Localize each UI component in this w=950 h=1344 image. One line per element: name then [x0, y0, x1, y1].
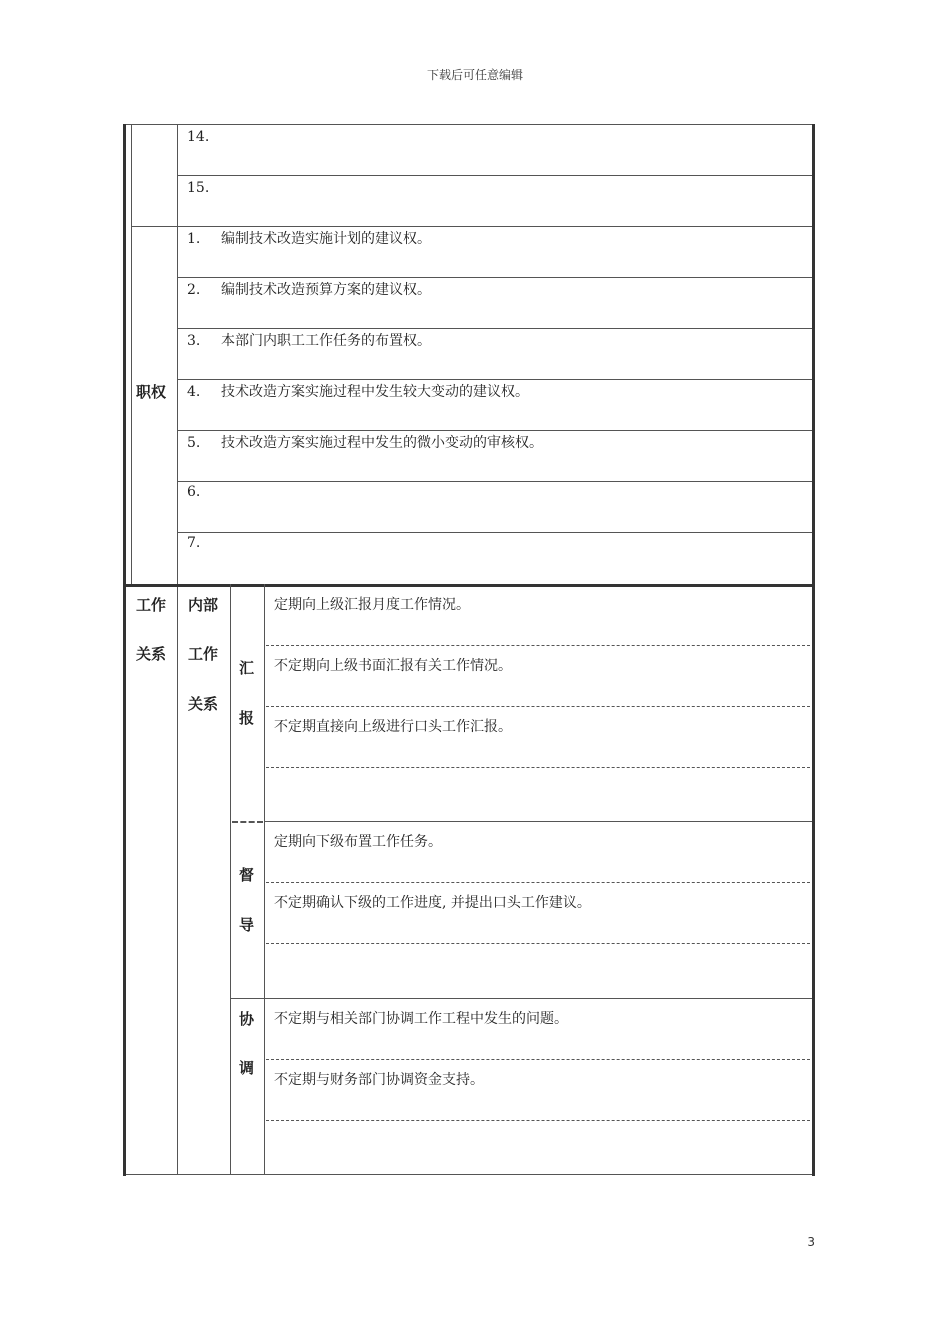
report-item: 不定期向上级书面汇报有关工作情况。: [274, 658, 512, 674]
authority-item: 7.: [187, 535, 201, 551]
table-left-border: [123, 124, 126, 1176]
dashed-row-divider: [266, 706, 810, 707]
authority-item: 2. 编制技术改造预算方案的建议权。: [187, 282, 431, 298]
dashed-row-divider: [266, 645, 810, 646]
coordinate-item: 不定期与财务部门协调资金支持。: [274, 1072, 484, 1088]
internal-relations-label-2: 工作: [188, 645, 219, 663]
dashed-row-divider: [266, 882, 810, 883]
row-divider: [177, 430, 812, 431]
section-thick-divider: [126, 584, 812, 587]
dashed-row-divider: [266, 767, 810, 768]
page-number: 3: [807, 1235, 815, 1249]
authority-label: 职权: [136, 383, 167, 401]
dashed-row-divider: [266, 1059, 810, 1060]
category-dashed-divider: [232, 821, 263, 823]
row-divider: [177, 277, 812, 278]
dashed-row-divider: [266, 943, 810, 944]
label-column-divider: [177, 124, 178, 1174]
supervise-char-1: 督: [239, 866, 255, 884]
authority-item: 5. 技术改造方案实施过程中发生的微小变动的审核权。: [187, 435, 543, 451]
supervise-item: 不定期确认下级的工作进度, 并提出口头工作建议。: [274, 895, 591, 911]
row-divider: [177, 481, 812, 482]
coordinate-char-1: 协: [239, 1010, 255, 1028]
content-column-divider: [264, 584, 265, 1174]
dashed-row-divider: [266, 1120, 810, 1121]
internal-relations-label-3: 关系: [188, 695, 219, 713]
category-column-divider: [230, 584, 231, 1174]
work-relations-label-1: 工作: [136, 596, 167, 614]
row-divider: [177, 379, 812, 380]
table-right-border: [812, 124, 815, 1176]
section-divider: [131, 226, 812, 227]
left-top-cap: [131, 124, 177, 125]
authority-item: 4. 技术改造方案实施过程中发生较大变动的建议权。: [187, 384, 529, 400]
continued-row-15: 15.: [187, 180, 210, 196]
row-divider: [177, 175, 812, 176]
subsection-divider: [230, 998, 812, 999]
authority-item: 1. 编制技术改造实施计划的建议权。: [187, 231, 431, 247]
report-item: 定期向上级汇报月度工作情况。: [274, 597, 470, 613]
supervise-item: 定期向下级布置工作任务。: [274, 834, 442, 850]
report-item: 不定期直接向上级进行口头工作汇报。: [274, 719, 512, 735]
authority-item: 6.: [187, 484, 201, 500]
row-divider: [177, 532, 812, 533]
report-char-1: 汇: [239, 659, 255, 677]
continued-row-14: 14.: [187, 129, 210, 145]
subsection-divider: [264, 821, 812, 822]
table-top-border: [126, 124, 812, 125]
coordinate-char-2: 调: [239, 1059, 255, 1077]
authority-item: 3. 本部门内职工工作任务的布置权。: [187, 333, 431, 349]
label-column-inner: [131, 124, 132, 586]
row-divider: [177, 328, 812, 329]
internal-relations-label-1: 内部: [188, 596, 219, 614]
work-relations-label-2: 关系: [136, 645, 167, 663]
table-bottom-border: [126, 1174, 812, 1175]
header-note: 下载后可任意编辑: [426, 68, 523, 82]
report-char-2: 报: [239, 709, 255, 727]
supervise-char-2: 导: [239, 916, 255, 934]
coordinate-item: 不定期与相关部门协调工作工程中发生的问题。: [274, 1011, 568, 1027]
